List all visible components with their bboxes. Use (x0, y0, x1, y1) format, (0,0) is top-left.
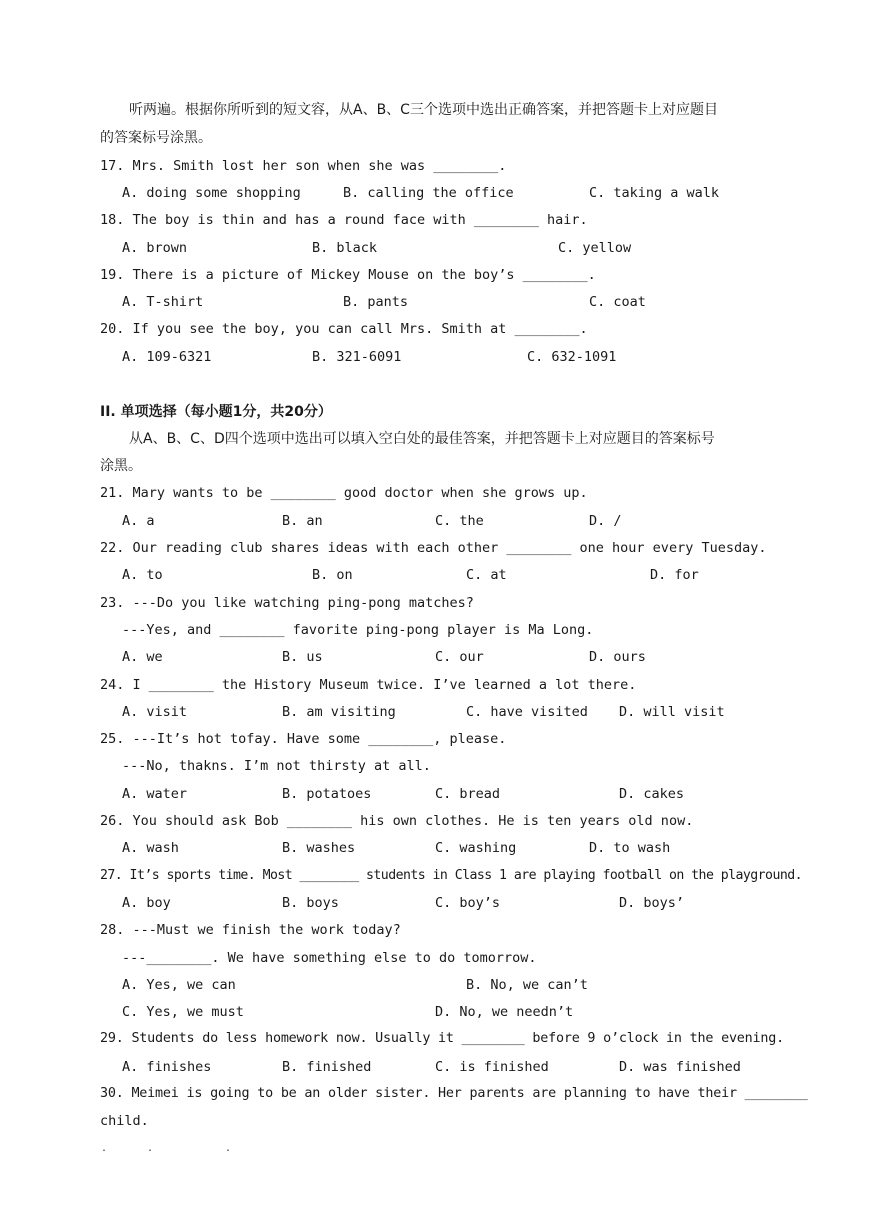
q26-option-c: C. washing (435, 840, 517, 856)
q22-option-d: D. for (650, 567, 699, 583)
truncated-mark: . (225, 1143, 232, 1154)
q29-option-d: D. was finished (619, 1059, 741, 1075)
question-24: 24. I ________ the History Museum twice. I’ve learned a lot there. (100, 677, 637, 693)
q26-option-a: A. wash (122, 840, 179, 856)
q28-option-c: C. Yes, we must (122, 1004, 244, 1020)
q29-option-b: B. finished (282, 1059, 372, 1075)
question-21: 21. Mary wants to be ________ good doctor when she grows up. (100, 485, 588, 501)
q27-option-a: A. boy (122, 895, 171, 911)
q18-option-a: A. brown (122, 240, 188, 256)
q17-option-c: C. taking a walk (589, 185, 720, 201)
question-19: 19. There is a picture of Mickey Mouse on the boy’s ________. (100, 267, 596, 283)
q24-option-b: B. am visiting (282, 704, 396, 720)
q29-option-a: A. finishes (122, 1059, 212, 1075)
question-18: 18. The boy is thin and has a round face with ________ hair. (100, 212, 588, 228)
q25-option-b: B. potatoes (282, 786, 372, 802)
question-30: 30. Meimei is going to be an older sister. Her parents are planning to have their ________ (100, 1086, 808, 1101)
q26-option-d: D. to wash (589, 840, 671, 856)
q19-option-c: C. coat (589, 294, 646, 310)
q24-option-c: C. have visited (466, 704, 588, 720)
q24-option-a: A. visit (122, 704, 188, 720)
intro-line-1: 听两遍。根据你所听到的短文容，从A、B、C三个选项中选出正确答案，并把答题卡上对应题目 (129, 102, 718, 118)
q24-option-d: D. will visit (619, 704, 725, 720)
q17-option-a: A. doing some shopping (122, 185, 301, 201)
q21-option-d: D. / (589, 513, 622, 529)
q21-option-c: C. the (435, 513, 484, 529)
q28-option-b: B. No, we can’t (466, 977, 588, 993)
question-25-reply: ---No, thakns. I’m not thirsty at all. (122, 758, 431, 774)
q25-option-a: A. water (122, 786, 188, 802)
q27-option-c: C. boy’s (435, 895, 501, 911)
q28-option-a: A. Yes, we can (122, 977, 236, 993)
q22-option-b: B. on (312, 567, 353, 583)
q26-option-b: B. washes (282, 840, 356, 856)
question-28: 28. ---Must we finish the work today? (100, 922, 401, 938)
q20-option-b: B. 321-6091 (312, 349, 402, 365)
q23-option-c: C. our (435, 649, 484, 665)
question-30-continued: child. (100, 1113, 149, 1129)
question-23: 23. ---Do you like watching ping-pong matches? (100, 595, 474, 611)
truncated-mark: . (147, 1143, 154, 1154)
section-2-title: II. 单项选择（每小题1分，共20分） (100, 404, 332, 420)
section-2-instructions-2: 涂黑。 (100, 458, 142, 474)
q19-option-b: B. pants (343, 294, 409, 310)
q20-option-c: C. 632-1091 (527, 349, 617, 365)
question-26: 26. You should ask Bob ________ his own clothes. He is ten years old now. (100, 813, 694, 829)
q22-option-a: A. to (122, 567, 163, 583)
q29-option-c: C. is finished (435, 1059, 549, 1075)
q23-option-a: A. we (122, 649, 163, 665)
question-27: 27. It’s sports time. Most ________ students in Class 1 are playing football on the playground. (100, 868, 803, 883)
q20-option-a: A. 109-6321 (122, 349, 212, 365)
q19-option-a: A. T-shirt (122, 294, 204, 310)
q25-option-d: D. cakes (619, 786, 685, 802)
q18-option-b: B. black (312, 240, 378, 256)
intro-line-2: 的答案标号涂黑。 (100, 130, 212, 146)
q18-option-c: C. yellow (558, 240, 632, 256)
q28-option-d: D. No, we needn’t (435, 1004, 574, 1020)
q27-option-d: D. boys’ (619, 895, 685, 911)
question-23-reply: ---Yes, and ________ favorite ping-pong player is Ma Long. (122, 622, 594, 638)
question-22: 22. Our reading club shares ideas with each other ________ one hour every Tuesday. (100, 540, 767, 556)
q23-option-d: D. ours (589, 649, 646, 665)
question-17: 17. Mrs. Smith lost her son when she was ________. (100, 158, 507, 174)
q23-option-b: B. us (282, 649, 323, 665)
question-28-reply: ---________. We have something else to do tomorrow. (122, 950, 537, 966)
question-20: 20. If you see the boy, you can call Mrs. Smith at ________. (100, 321, 588, 337)
q25-option-c: C. bread (435, 786, 501, 802)
q21-option-b: B. an (282, 513, 323, 529)
q17-option-b: B. calling the office (343, 185, 514, 201)
truncated-mark: . (101, 1143, 108, 1154)
q21-option-a: A. a (122, 513, 155, 529)
question-25: 25. ---It’s hot tofay. Have some ________, please. (100, 731, 507, 747)
q22-option-c: C. at (466, 567, 507, 583)
q27-option-b: B. boys (282, 895, 339, 911)
question-29: 29. Students do less homework now. Usually it ________ before 9 o’clock in the evening. (100, 1031, 784, 1046)
section-2-instructions-1: 从A、B、C、D四个选项中选出可以填入空白处的最佳答案，并把答题卡上对应题目的答案标号 (129, 431, 715, 447)
